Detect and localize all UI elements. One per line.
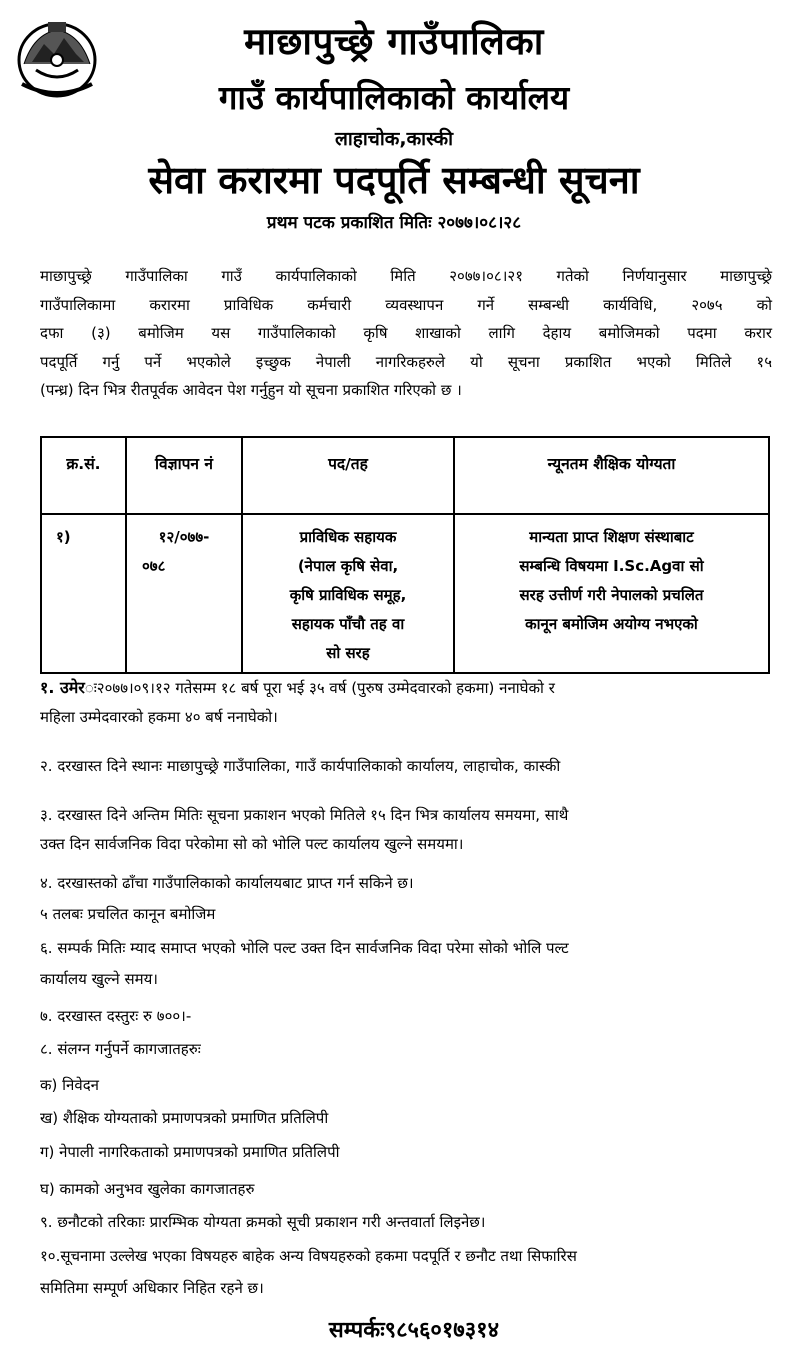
vacancy-table — [40, 436, 770, 674]
ad-no-line: १२/०७७- — [158, 528, 210, 546]
note-selection: ९. छनौटको तरिकाः प्रारम्भिक योग्यता क्रमको सूची प्रकाशन गरी अन्तवार्ता लिइनेछ। — [40, 1213, 486, 1231]
intro-line: गाउँपालिकामा करारमा प्राविधिक कर्मचारी व्यवस्थापन गर्ने सम्बन्धी कार्यविधि, २०७५ को — [40, 295, 772, 314]
note-authority-2: समितिमा सम्पूर्ण अधिकार निहित रहने छ। — [40, 1279, 264, 1297]
intro-line: (पन्ध्र) दिन भित्र रीतपूर्वक आवेदन पेश गर्नुहुन यो सूचना प्रकाशित गरिएको छ । — [40, 381, 462, 399]
post-line: कृषि प्राविधिक समूह, — [289, 586, 407, 604]
note-fee: ७. दरखास्त दस्तुरः रु ७००।- — [40, 1007, 192, 1025]
office-name: गाउँ कार्यपालिकाको कार्यालय — [218, 78, 570, 117]
qualification-line: कानून बमोजिम अयोग्य नभएको — [525, 615, 698, 633]
table-header-row — [41, 437, 769, 514]
cell-post — [242, 514, 454, 673]
post-line: सो सरह — [326, 644, 370, 662]
municipality-name: माछापुच्छ्रे गाउँपालिका — [244, 20, 544, 63]
note-doc-c: ग) नेपाली नागरिकताको प्रमाणपत्रको प्रमाणित प्रतिलिपी — [40, 1143, 340, 1161]
note-place: २. दरखास्त दिने स्थानः माछापुच्छ्रे गाउँपालिका, गाउँ कार्यपालिकाको कार्यालय, लाहाचोक, कास्की — [40, 757, 561, 775]
table-row — [41, 514, 769, 673]
note-documents: ८. संलग्न गर्नुपर्ने कागजातहरुः — [40, 1040, 201, 1058]
cell-ad-no — [126, 514, 242, 673]
intro-line: पदपूर्ति गर्नु पर्ने भएकोले इच्छुक नेपाली नागरिकहरुले यो सूचना प्रकाशित भएको मितिले १५ — [40, 352, 772, 371]
header-ad-no: विज्ञापन नं — [126, 437, 242, 514]
header-post: पद/तह — [242, 437, 454, 514]
note-doc-a: क) निवेदन — [40, 1076, 99, 1094]
note-form: ४. दरखास्तको ढाँचा गाउँपालिकाको कार्यालयबाट प्राप्त गर्न सकिने छ। — [40, 874, 414, 892]
note-doc-b: ख) शैक्षिक योग्यताको प्रमाणपत्रको प्रमाणित प्रतिलिपी — [40, 1109, 329, 1127]
age-text: ः२०७७।०९।१२ गतेसम्म १८ बर्ष पूरा भई ३५ वर्ष (पुरुष उम्मेदवारको हकमा) ननाघेको र — [84, 679, 555, 697]
header-qualification: न्यूनतम शैक्षिक योग्यता — [454, 437, 769, 514]
post-line: सहायक पाँचौ तह वा — [291, 615, 405, 633]
qualification-line: सरह उत्तीर्ण गरी नेपालको प्रचलित — [519, 586, 704, 604]
note-doc-d: घ) कामको अनुभव खुलेका कागजातहरु — [40, 1180, 255, 1198]
intro-line: दफा (३) बमोजिम यस गाउँपालिकाको कृषि शाखाको लागि देहाय बमोजिमको पदमा करार — [40, 324, 772, 342]
published-date: प्रथम पटक प्रकाशित मितिः २०७७।०८।२८ — [266, 213, 522, 233]
contact-number: सम्पर्कः९८५६०१७३१४ — [328, 1318, 500, 1343]
note-deadline: ३. दरखास्त दिने अन्तिम मितिः सूचना प्रकाशन भएको मितिले १५ दिन भित्र कार्यालय समयमा, साथै — [40, 806, 569, 824]
header-sn: क्र.सं. — [41, 437, 126, 514]
notice-title: सेवा करारमा पदपूर्ति सम्बन्धी सूचना — [148, 158, 640, 202]
note-age-2: महिला उम्मेदवारको हकमा ४० बर्ष ननाघेको। — [40, 708, 278, 726]
intro-paragraph — [40, 262, 772, 405]
qualification-line: सम्बन्धि विषयमा I.Sc.Agवा सो — [519, 557, 704, 575]
post-line: प्राविधिक सहायक — [299, 528, 397, 546]
ad-no-line: ०७८ — [142, 557, 166, 575]
age-label: १. उमेर — [40, 678, 85, 697]
note-contact-date: ६. सम्पर्क मितिः म्याद समाप्त भएको भोलि पल्ट उक्त दिन सार्वजनिक विदा परेमा सोको भोलि पल्ट — [40, 939, 569, 957]
note-contact-date-2: कार्यालय खुल्ने समय। — [40, 970, 158, 988]
note-age — [40, 676, 555, 698]
qualification-line: मान्यता प्राप्त शिक्षण संस्थाबाट — [529, 528, 694, 546]
note-authority: १०.सूचनामा उल्लेख भएका विषयहरु बाहेक अन्य विषयहरुको हकमा पदपूर्ति र छनौट तथा सिफारिस — [40, 1247, 577, 1265]
intro-line: माछापुच्छ्रे गाउँपालिका गाउँ कार्यपालिकाको मिति २०७७।०८।२१ गतेको निर्णयानुसार माछापुच्छ्रे — [40, 267, 772, 285]
post-line: (नेपाल कृषि सेवा, — [297, 557, 399, 575]
cell-qualification — [454, 514, 769, 673]
office-address: लाहाचोक,कास्की — [334, 128, 454, 150]
note-deadline-2: उक्त दिन सार्वजनिक विदा परेकोमा सो को भोलि पल्ट कार्यालय खुल्ने समयमा। — [40, 835, 464, 853]
cell-sn: १) — [41, 514, 126, 673]
note-salary: ५ तलबः प्रचलित कानून बमोजिम — [40, 905, 216, 923]
